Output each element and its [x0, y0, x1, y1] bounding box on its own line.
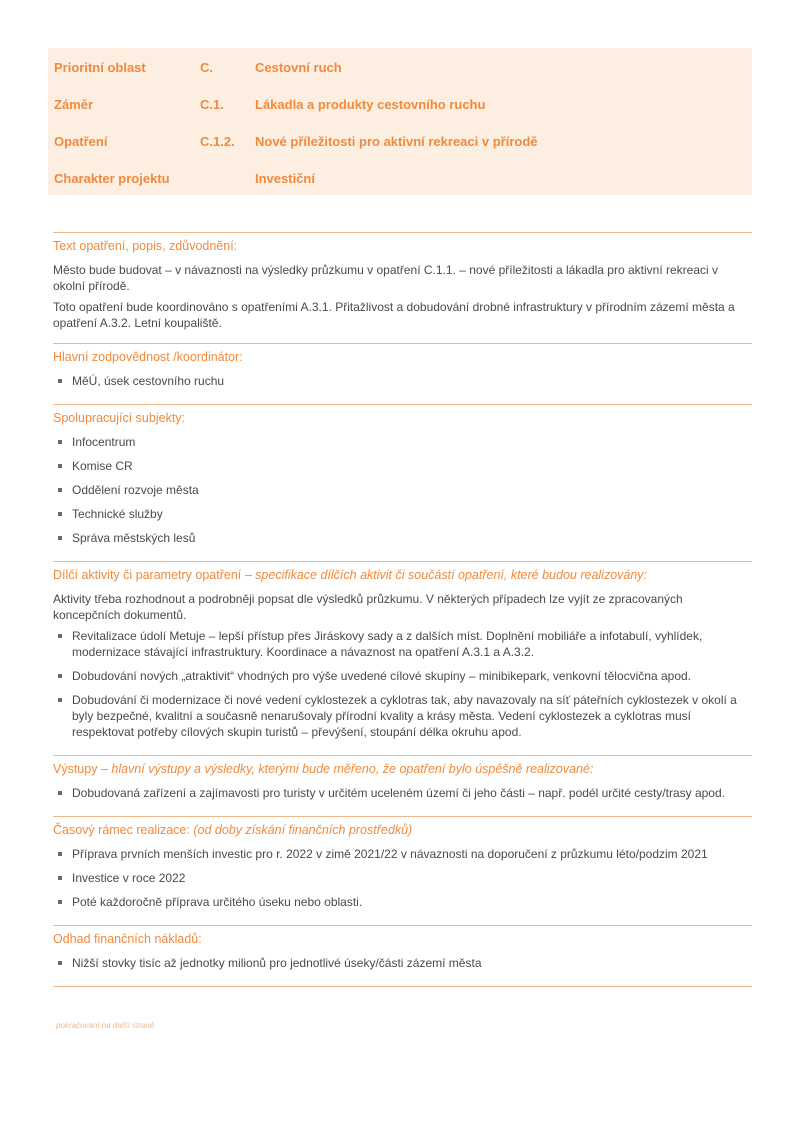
section-title-italic: – hlavní výstupy a výsledky, kterými bude měřeno, že opatření bylo úspěšně realizované:	[97, 762, 594, 776]
list-item: Investice v roce 2022	[53, 870, 752, 886]
list-item: Oddělení rozvoje města	[53, 482, 752, 498]
section-title-italic: (od doby získání finančních prostředků)	[189, 823, 413, 837]
section-activities	[53, 561, 752, 755]
header-value: Lákadla a produkty cestovního ruchu	[255, 97, 486, 112]
bullet-list	[53, 955, 752, 971]
section-title-main: Časový rámec realizace:	[53, 823, 190, 837]
bullet-list	[53, 373, 752, 389]
paragraph: Toto opatření bude koordinováno s opatřeními A.3.1. Přitažlivost a dobudování drobné infrastruktury v přírodním zázemí města a opatření A.3.2. Letní koupaliště.	[53, 300, 735, 330]
bullet-list	[53, 785, 752, 801]
paragraph: Aktivity třeba rozhodnout a podrobněji popsat dle výsledků průzkumu. V některých případech lze vyjít ze zpracovaných koncepčních dokumentů.	[53, 592, 683, 622]
section-title: Odhad finančních nákladů:	[53, 932, 202, 946]
header-value: Cestovní ruch	[255, 60, 342, 75]
section-title: Hlavní zodpovědnost /koordinátor:	[53, 350, 243, 364]
bullet-list	[53, 628, 752, 740]
list-item: Dobudování či modernizace či nové vedení cyklostezek a cyklotras tak, aby navazovaly na síť páteřních cyklostezek v okolí a byly bezpečné, kvalitní a současně nenarušovaly přírodní kvality a krásy města. Vedení cyklostezek a cyklotras musí respektovat potřeby cílových skupin turistů – převýšení, stoupání délka okruhu apod.	[53, 692, 752, 740]
section-responsibility	[53, 343, 752, 404]
header-row-intent	[48, 95, 752, 132]
list-item: Poté každoročně příprava určitého úseku nebo oblasti.	[53, 894, 752, 910]
content-sections	[53, 232, 752, 987]
section-costs	[53, 925, 752, 987]
section-title	[53, 568, 752, 582]
section-title	[53, 762, 752, 776]
bullet-list	[53, 846, 752, 910]
header-row-measure	[48, 132, 752, 169]
list-item: Nižší stovky tisíc až jednotky milionů pro jednotlivé úseky/části zázemí města	[53, 955, 752, 971]
section-title-italic: – specifikace dílčích aktivit či součástí opatření, které budou realizovány:	[241, 568, 648, 582]
bullet-list	[53, 434, 752, 546]
section-timeline	[53, 816, 752, 925]
section-text	[53, 232, 752, 343]
paragraph: Město bude budovat – v návaznosti na výsledky průzkumu v opatření C.1.1. – nové příležitosti a lákadla pro aktivní rekreaci v okolní přírodě.	[53, 263, 719, 293]
list-item: Dobudování nových „atraktivit“ vhodných pro výše uvedené cílové skupiny – minibikepark, venkovní tělocvična apod.	[53, 668, 752, 684]
section-partners	[53, 404, 752, 561]
header-code: C.1.	[200, 97, 224, 112]
header-code: C.	[200, 60, 213, 75]
section-title: Text opatření, popis, zdůvodnění:	[53, 239, 238, 253]
list-item: Příprava prvních menších investic pro r. 2022 v zimě 2021/22 v návaznosti na doporučení z průzkumu léto/podzim 2021	[53, 846, 752, 862]
header-row-priority	[48, 58, 752, 95]
list-item: Správa městských lesů	[53, 530, 752, 546]
header-label: Prioritní oblast	[54, 60, 146, 75]
header-value: Nové příležitosti pro aktivní rekreaci v přírodě	[255, 134, 538, 149]
list-item: Infocentrum	[53, 434, 752, 450]
section-title-main: Dílčí aktivity či parametry opatření	[53, 568, 242, 582]
section-title: Spolupracující subjekty:	[53, 411, 186, 425]
list-item: Komise CR	[53, 458, 752, 474]
list-item: MěÚ, úsek cestovního ruchu	[53, 373, 752, 389]
list-item: Revitalizace údolí Metuje – lepší přístup přes Jiráskovy sady a z dalších míst. Doplnění mobiliáře a infotabulí, vyhlídek, modernizace stávající infrastruktury. Koordinace a návaznost na opatření A.3.1 a A.3.2.	[53, 628, 752, 660]
section-title-main: Výstupy	[53, 762, 98, 776]
section-outputs	[53, 755, 752, 816]
header-label: Charakter projektu	[54, 171, 170, 186]
header-label: Záměr	[54, 97, 94, 112]
header-value: Investiční	[255, 171, 315, 186]
project-header-box	[48, 48, 752, 195]
header-code: C.1.2.	[200, 134, 235, 149]
section-title	[53, 823, 752, 837]
continued-note: pokračování na další straně	[56, 1021, 155, 1030]
header-label: Opatření	[54, 134, 108, 149]
header-row-character	[48, 169, 752, 206]
list-item: Dobudovaná zařízení a zajímavosti pro turisty v určitém uceleném území či jeho části – např. podél určité cesty/trasy apod.	[53, 785, 752, 801]
list-item: Technické služby	[53, 506, 752, 522]
